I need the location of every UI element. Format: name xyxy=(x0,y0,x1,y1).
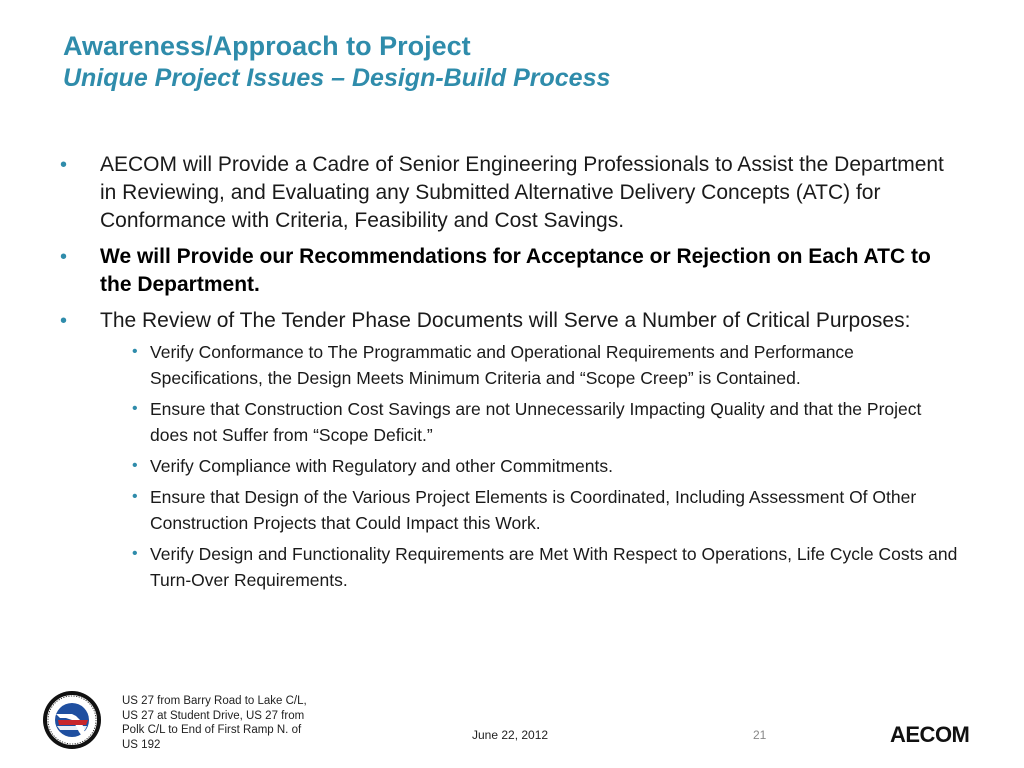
sub-bullet-marker: • xyxy=(132,400,138,417)
aecom-logo-text: AECOM xyxy=(890,722,970,747)
page-number: 21 xyxy=(753,728,767,742)
sub-bullet-text: Ensure that Construction Cost Savings are not Unnecessarily Impacting Quality and that the Project does not Suffer from “Scope Deficit.” xyxy=(150,399,922,445)
bullet-text-emphasis: We will Provide our Recommendations for Acceptance or Rejection on Each ATC to the Department. xyxy=(100,245,931,296)
sub-bullet-item xyxy=(60,484,960,536)
sub-bullet-marker: • xyxy=(132,457,138,474)
sub-bullet-list xyxy=(60,339,960,593)
bullet-list xyxy=(60,151,960,598)
sub-bullet-item xyxy=(60,396,960,448)
bullet-text: The Review of The Tender Phase Documents will Serve a Number of Critical Purposes: xyxy=(100,309,911,332)
slide-footer xyxy=(0,686,1024,768)
sub-bullet-item xyxy=(60,339,960,391)
slide-title: Awareness/Approach to Project xyxy=(63,31,471,61)
sub-bullet-item xyxy=(60,453,960,479)
bullet-text: AECOM will Provide a Cadre of Senior Engineering Professionals to Assist the Department in Reviewing, and Evaluating any Submitted Alternative Delivery Concepts (ATC) for Conformance with Criteria, Feasibility and Cost Savings. xyxy=(100,153,944,232)
slide-subtitle: Unique Project Issues – Design-Build Process xyxy=(63,64,611,92)
footer-project-line: US 27 at Student Drive, US 27 from xyxy=(122,709,305,722)
sub-bullet-marker: • xyxy=(132,545,138,562)
footer-project-description xyxy=(122,694,337,752)
aecom-logo xyxy=(890,720,972,748)
fdot-seal-icon xyxy=(42,690,102,750)
title-block xyxy=(63,30,963,95)
sub-bullet-text: Verify Design and Functionality Requirements are Met With Respect to Operations, Life Cycle Costs and Turn-Over Requirements. xyxy=(150,544,958,590)
bullet-marker: • xyxy=(60,154,68,176)
bullet-item xyxy=(60,243,960,299)
bullet-item xyxy=(60,307,960,335)
bullet-marker: • xyxy=(60,310,68,332)
sub-bullet-text: Ensure that Design of the Various Project Elements is Coordinated, Including Assessment Of Other Construction Projects that Could Impact this Work. xyxy=(150,487,917,533)
bullet-item xyxy=(60,151,960,235)
footer-project-line: Polk C/L to End of First Ramp N. of xyxy=(122,724,302,736)
footer-project-line: US 192 xyxy=(122,738,161,751)
bullet-marker: • xyxy=(60,246,68,268)
footer-project-line: US 27 from Barry Road to Lake C/L, xyxy=(122,695,307,707)
sub-bullet-text: Verify Compliance with Regulatory and other Commitments. xyxy=(150,456,613,476)
sub-bullet-marker: • xyxy=(132,343,138,360)
sub-bullet-marker: • xyxy=(132,488,138,505)
sub-bullet-item xyxy=(60,541,960,593)
footer-date: June 22, 2012 xyxy=(472,728,549,742)
sub-bullet-text: Verify Conformance to The Programmatic and Operational Requirements and Performance Specifications, the Design Meets Minimum Criteria and “Scope Creep” is Contained. xyxy=(150,342,854,388)
